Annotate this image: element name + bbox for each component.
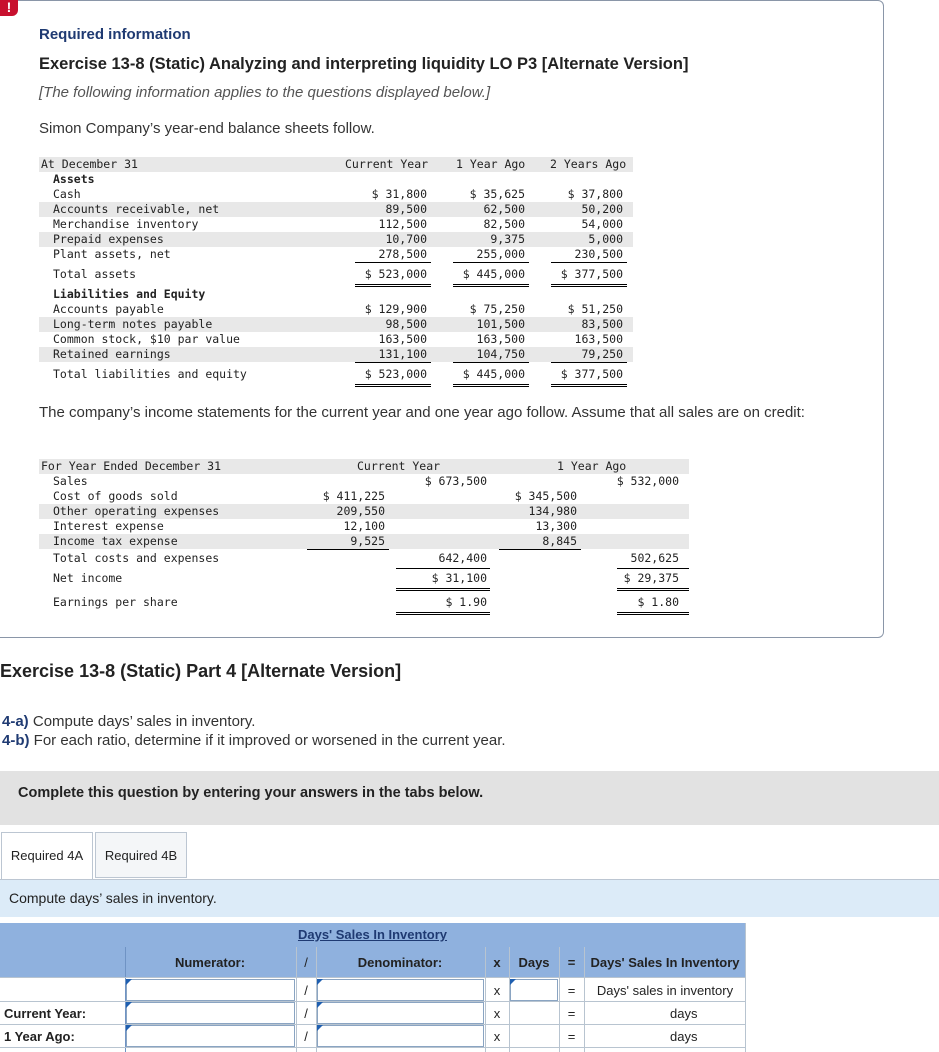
rule-line xyxy=(499,549,581,550)
value-c2: 255,000 xyxy=(476,247,525,261)
rule-line xyxy=(396,612,490,615)
value-c3: 79,250 xyxy=(581,347,623,361)
row-label: Accounts receivable, net xyxy=(53,202,220,216)
value-c2: 9,375 xyxy=(490,232,525,246)
rule-line xyxy=(396,588,490,591)
row-label: Prepaid expenses xyxy=(53,232,164,246)
value-c1: 10,700 xyxy=(385,232,427,246)
income-statement-intro: The company’s income statements for the current year and one year ago follow. Assume that all sales are on credit: xyxy=(39,404,805,421)
tab-required-4b[interactable]: Required 4B xyxy=(95,832,187,878)
row-label: Cash xyxy=(53,187,81,201)
times-symbol: x xyxy=(493,1006,501,1021)
value-c2: $ 35,625 xyxy=(469,187,525,201)
value-c1: 278,500 xyxy=(378,247,427,261)
value-one-year-ago: 13,300 xyxy=(535,519,577,533)
rule-line xyxy=(453,284,529,287)
liability-row xyxy=(39,347,633,362)
rule-line xyxy=(355,384,431,387)
exercise-note: [The following information applies to the questions displayed below.] xyxy=(39,84,491,101)
header-two-years-ago: 2 Years Ago xyxy=(550,157,627,171)
part-title: Exercise 13-8 (Static) Part 4 [Alternate Version] xyxy=(0,661,402,681)
row-label: Accounts payable xyxy=(53,302,164,316)
rule-line xyxy=(551,262,627,263)
value-c2: $ 445,000 xyxy=(462,367,525,381)
value-c1: $ 129,900 xyxy=(364,302,427,316)
value-current-year: $ 411,225 xyxy=(322,489,385,503)
asset-row xyxy=(39,217,633,232)
denominator-input-blank-row[interactable] xyxy=(317,979,484,1001)
question-4a xyxy=(2,713,255,730)
value-one-year-ago: $ 29,375 xyxy=(623,571,679,585)
slash-header: / xyxy=(304,955,308,970)
header-label: At December 31 xyxy=(41,157,138,171)
value-c1: $ 31,800 xyxy=(371,187,427,201)
row-label: Long-term notes payable xyxy=(53,317,213,331)
value-c3: 230,500 xyxy=(574,247,623,261)
value-one-year-ago: 502,625 xyxy=(630,551,679,565)
liability-row xyxy=(39,332,633,347)
balance-sheet-intro: Simon Company’s year-end balance sheets follow. xyxy=(39,120,375,137)
row-label: Earnings per share xyxy=(53,595,178,609)
cost-row xyxy=(39,519,689,534)
value-current-year: 642,400 xyxy=(438,551,487,565)
row-label: Total costs and expenses xyxy=(53,551,220,565)
value-c2: 104,750 xyxy=(476,347,525,361)
row-label: Sales xyxy=(53,474,88,488)
value-c3: 54,000 xyxy=(581,217,623,231)
equals-symbol: = xyxy=(567,1006,576,1021)
header-one-year-ago: 1 Year Ago xyxy=(557,459,627,473)
row-label: Plant assets, net xyxy=(53,247,171,261)
slash-symbol: / xyxy=(304,1006,308,1021)
value-current-year: $ 1.90 xyxy=(445,595,487,609)
row-label: Income tax expense xyxy=(53,534,178,548)
eps-row xyxy=(39,595,689,610)
days-header: Days xyxy=(518,955,550,970)
value-one-year-ago: $ 1.80 xyxy=(637,595,679,609)
unit-days-one-year-ago: days xyxy=(670,1029,698,1044)
sales-row xyxy=(39,474,689,489)
required-information-label: Required information xyxy=(39,26,191,43)
question-4b-label: 4-b) xyxy=(2,732,30,749)
value-c3: $ 51,250 xyxy=(567,302,623,316)
equals-symbol: = xyxy=(567,983,576,998)
row-label-current-year: Current Year: xyxy=(4,1006,87,1021)
value-one-year-ago: $ 345,500 xyxy=(514,489,577,503)
denominator-input-current-year[interactable] xyxy=(317,1002,484,1024)
rule-line xyxy=(307,549,389,550)
exercise-title: Exercise 13-8 (Static) Analyzing and interpreting liquidity LO P3 [Alternate Version] xyxy=(39,55,689,73)
value-current-year: $ 31,100 xyxy=(431,571,487,585)
sales-current-year: $ 673,500 xyxy=(424,474,487,488)
numerator-input-current-year[interactable] xyxy=(126,1002,295,1024)
asset-row xyxy=(39,187,633,202)
rule-line xyxy=(355,284,431,287)
sales-one-year-ago: $ 532,000 xyxy=(616,474,679,488)
days-input[interactable] xyxy=(510,979,558,1001)
rule-line xyxy=(355,362,431,363)
liabilities-heading: Liabilities and Equity xyxy=(53,287,206,301)
value-c1: $ 523,000 xyxy=(364,267,427,281)
value-c1: 98,500 xyxy=(385,317,427,331)
value-c3: $ 377,500 xyxy=(560,367,623,381)
value-c1: $ 523,000 xyxy=(364,367,427,381)
denominator-input-one-year-ago[interactable] xyxy=(317,1025,484,1047)
value-current-year: 12,100 xyxy=(343,519,385,533)
total-assets-row xyxy=(39,267,633,282)
question-4b-text: For each ratio, determine if it improved or worsened in the current year. xyxy=(29,732,506,749)
total-liabilities-row xyxy=(39,367,633,382)
numerator-header: Numerator: xyxy=(174,955,246,970)
panel-prompt: Compute days’ sales in inventory. xyxy=(9,890,217,906)
net-income-row xyxy=(39,571,689,586)
value-c1: 89,500 xyxy=(385,202,427,216)
header-current-year: Current Year xyxy=(345,157,429,171)
value-c2: 101,500 xyxy=(476,317,525,331)
rule-line xyxy=(551,284,627,287)
result-subheader: Days' sales in inventory xyxy=(596,983,734,998)
value-c1: 112,500 xyxy=(378,217,427,231)
balance-sheet-table xyxy=(39,157,639,387)
row-label: Net income xyxy=(53,571,123,585)
liability-row xyxy=(39,317,633,332)
value-c2: $ 75,250 xyxy=(469,302,525,316)
row-label: Merchandise inventory xyxy=(53,217,199,231)
slash-symbol: / xyxy=(304,983,308,998)
instructions-text: Complete this question by entering your answers in the tabs below. xyxy=(18,785,484,801)
header-one-year-ago: 1 Year Ago xyxy=(456,157,526,171)
asset-row xyxy=(39,247,633,262)
question-4a-label: 4-a) xyxy=(2,713,29,730)
question-4a-text: Compute days’ sales in inventory. xyxy=(28,713,256,730)
liability-row xyxy=(39,302,633,317)
denominator-header: Denominator: xyxy=(357,955,443,970)
numerator-input-one-year-ago[interactable] xyxy=(126,1025,295,1047)
income-statement-table xyxy=(39,459,699,619)
rule-line xyxy=(355,262,431,263)
value-current-year: 209,550 xyxy=(336,504,385,518)
rule-line xyxy=(617,568,689,569)
times-symbol: x xyxy=(493,983,501,998)
total-costs-row xyxy=(39,551,689,566)
table-header-row xyxy=(39,157,633,172)
row-label: Interest expense xyxy=(53,519,164,533)
value-c3: 5,000 xyxy=(588,232,623,246)
answer-grid xyxy=(0,923,746,1052)
row-label: Other operating expenses xyxy=(53,504,220,518)
tab-required-4a[interactable]: Required 4A xyxy=(1,832,93,879)
asset-row xyxy=(39,232,633,247)
rule-line xyxy=(551,362,627,363)
value-c2: $ 445,000 xyxy=(462,267,525,281)
rule-line xyxy=(453,384,529,387)
assets-heading: Assets xyxy=(53,172,95,186)
value-one-year-ago: 134,980 xyxy=(528,504,577,518)
value-c3: $ 37,800 xyxy=(567,187,623,201)
question-4b xyxy=(2,732,506,749)
value-c2: 82,500 xyxy=(483,217,525,231)
asset-row xyxy=(39,202,633,217)
row-label: Common stock, $10 par value xyxy=(53,332,240,346)
times-header: x xyxy=(493,955,501,970)
header-current-year: Current Year xyxy=(357,459,441,473)
rule-line xyxy=(551,384,627,387)
value-current-year: 9,525 xyxy=(350,534,385,548)
row-label: Total liabilities and equity xyxy=(53,367,247,381)
row-label: Total assets xyxy=(53,267,137,281)
equals-header: = xyxy=(567,955,576,970)
header-label: For Year Ended December 31 xyxy=(41,459,222,473)
value-c2: 62,500 xyxy=(483,202,525,216)
rule-line xyxy=(453,262,529,263)
cost-row xyxy=(39,504,689,519)
table-header-row xyxy=(39,459,689,474)
slash-symbol: / xyxy=(304,1029,308,1044)
cost-row xyxy=(39,489,689,504)
times-symbol: x xyxy=(493,1029,501,1044)
value-one-year-ago: 8,845 xyxy=(542,534,577,548)
rule-line xyxy=(617,588,689,591)
rule-line xyxy=(453,362,529,363)
value-c1: 131,100 xyxy=(378,347,427,361)
alert-icon: ! xyxy=(0,0,18,16)
result-header: Days' Sales In Inventory xyxy=(590,955,740,970)
value-c3: 83,500 xyxy=(581,317,623,331)
unit-days-current-year: days xyxy=(670,1006,698,1021)
value-c3: 50,200 xyxy=(581,202,623,216)
rule-line xyxy=(617,612,689,615)
row-label: Cost of goods sold xyxy=(53,489,178,503)
rule-line xyxy=(396,568,490,569)
row-label: Retained earnings xyxy=(53,347,171,361)
value-c3: $ 377,500 xyxy=(560,267,623,281)
cost-row xyxy=(39,534,689,549)
row-label-one-year-ago: 1 Year Ago: xyxy=(4,1029,75,1044)
value-c1: 163,500 xyxy=(378,332,427,346)
value-c2: 163,500 xyxy=(476,332,525,346)
equals-symbol: = xyxy=(567,1029,576,1044)
grid-title: Days' Sales In Inventory xyxy=(297,927,448,942)
numerator-input-blank-row[interactable] xyxy=(126,979,295,1001)
value-c3: 163,500 xyxy=(574,332,623,346)
